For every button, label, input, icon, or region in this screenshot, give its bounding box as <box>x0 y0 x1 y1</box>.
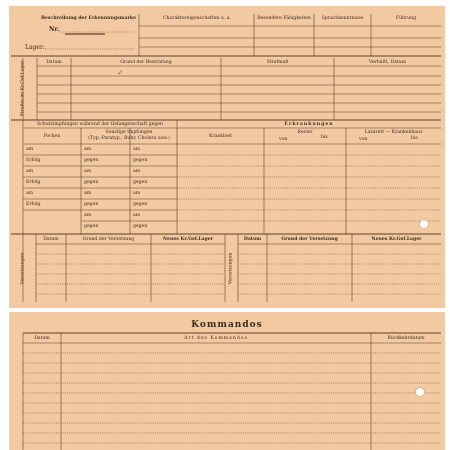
row-label: Erfolg <box>26 202 41 207</box>
header-vers-datum-left: Datum <box>43 237 59 242</box>
label-versetzungen-right: Versetzungen <box>228 252 234 285</box>
kommandos-title: Kommandos <box>191 320 263 330</box>
cell-label: gegen <box>84 202 99 207</box>
header-vers-lager-left: Neues Kr.Gef.Lager <box>162 237 214 242</box>
row-label: am <box>26 169 34 174</box>
record-card-back <box>9 312 445 450</box>
label-lager: Lager: <box>25 44 45 51</box>
header-schutzimpfungen: Schutzimpfungen während der Gefangenschaft gegen <box>37 122 163 127</box>
punch-hole <box>419 219 429 229</box>
label-strafen-side: Strafen im Kr.Gef.Lager <box>20 60 26 117</box>
cell-label: am <box>84 191 92 196</box>
cell-label: am <box>84 147 92 152</box>
cell-label: am <box>133 147 141 152</box>
header-strafen-datum: Datum <box>46 60 62 65</box>
cell-label: gegen <box>84 158 99 163</box>
cell-label: gegen <box>133 158 148 163</box>
header-revier: Revier <box>297 130 313 135</box>
header-beschreibung: Beschreibung der Erkennungsmarke <box>41 16 137 21</box>
punch-hole <box>415 387 425 397</box>
header-revier-bis: bis <box>321 135 328 140</box>
header-sonstige-sub: (Typ.-Paratyp., Ruhr, Cholera usw.) <box>88 136 170 141</box>
row-label: am <box>26 191 34 196</box>
header-fuehrung: Führung <box>395 16 417 21</box>
card1-rule-lines <box>9 6 445 308</box>
cell-label: gegen <box>84 224 99 229</box>
header-strafen-grund: Grund der Bestrafung <box>120 60 172 65</box>
row-label: Erfolg <box>26 180 41 185</box>
header-strafen-strafmass: Strafmaß <box>266 60 289 65</box>
header-vers-lager-right: Neues Kr.Gef.Lager <box>371 237 422 242</box>
header-lazarett-bis: bis <box>411 136 418 141</box>
header-vers-grund-right: Grund der Versetzung <box>281 237 338 242</box>
cell-label: am <box>84 213 92 218</box>
header-pocken: Pocken <box>43 134 61 139</box>
cell-label: gegen <box>133 224 148 229</box>
cell-label: am <box>133 213 141 218</box>
cell-label: am <box>133 169 141 174</box>
label-nr: Nr. <box>49 26 60 33</box>
header-lazarett: Lazarett — Krankenhaus <box>364 130 423 135</box>
cell-label: gegen <box>84 180 99 185</box>
header-strafen-verbuesst: Verbüßt, Datum <box>368 60 407 65</box>
header-sprachkenntnisse: Sprachkenntnisse <box>321 16 364 21</box>
cell-label: gegen <box>133 180 148 185</box>
header-sonstige-impfungen: Sonstige Impfungen <box>105 130 153 135</box>
header-kommandos-art: Art des Kommandos <box>184 336 248 341</box>
row-label: Erfolg <box>26 158 41 163</box>
header-kommandos-rueckkehr: Rückkehrdatum <box>387 336 425 341</box>
header-revier-von: von <box>279 137 288 142</box>
header-vers-grund-left: Grund der Versetzung <box>82 237 135 242</box>
header-krankheit: Krankheit <box>208 134 233 139</box>
header-kommandos-datum: Datum <box>34 336 50 341</box>
cell-label: gegen <box>133 202 148 207</box>
cell-label: am <box>133 191 141 196</box>
header-charakter: Charaktereigenschaften u. a. <box>163 16 231 21</box>
cell-label: am <box>84 169 92 174</box>
header-faehigkeiten: Besondere Fähigkeiten <box>257 16 311 21</box>
header-erkrankungen: Erkrankungen <box>284 122 334 127</box>
card2-rule-lines <box>9 312 445 450</box>
row-label: am <box>26 147 34 152</box>
label-versetzungen-left: Versetzungen <box>20 252 26 285</box>
record-card-front <box>9 6 445 308</box>
handwritten-mark: ✓ <box>117 68 124 77</box>
header-lazarett-von: von <box>359 137 368 142</box>
header-vers-datum-right: Datum <box>243 237 262 242</box>
